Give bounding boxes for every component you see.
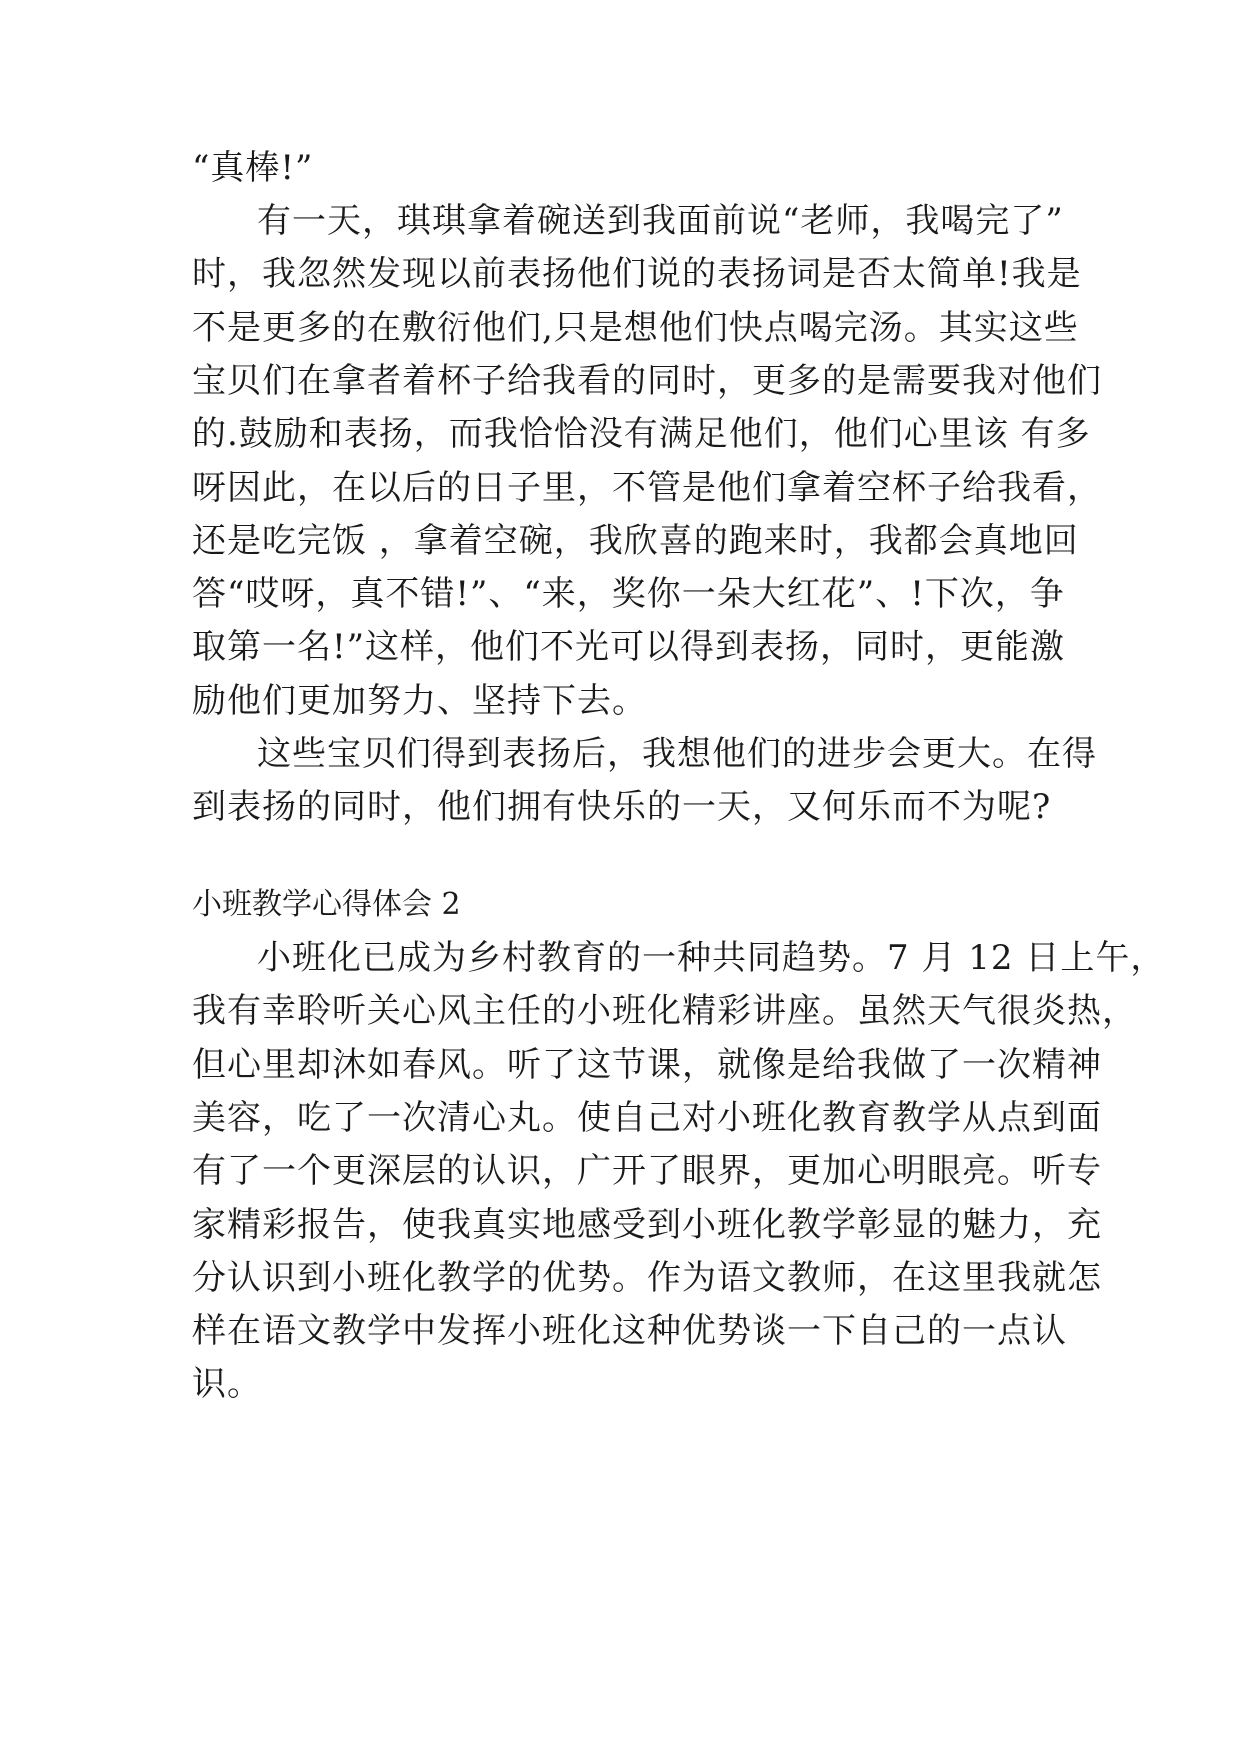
text-line-21: 分认识到小班化教学的优势。作为语文教师，在这里我就怎 [192,1258,1102,1298]
text-line-9: 答“哎呀，真不错!”、“来，奖你一朵大红花”、!下次，争 [192,574,1065,614]
text-line-8: 还是吃完饭 ，拿着空碗，我欣喜的跑来时，我都会真地回 [192,521,1079,561]
text-line-1: “真棒!” [192,148,314,188]
text-line-10: 取第一名!”这样，他们不光可以得到表扬，同时，更能激 [192,627,1066,667]
text-line-7: 呀因此，在以后的日子里，不管是他们拿着空杯子给我看， [192,468,1102,508]
paragraph-start-line: 小班化已成为乡村教育的一种共同趋势。7 月 12 日上午， [257,938,1166,978]
text-line-23: 识。 [192,1364,262,1404]
text-line-16: 我有幸聆听关心风主任的小班化精彩讲座。虽然天气很炎热， [192,991,1137,1031]
text-line-22: 样在语文教学中发挥小班化这种优势谈一下自己的一点认 [192,1311,1067,1351]
section-heading: 小班教学心得体会 2 [192,887,461,922]
text-line-6: 的.鼓励和表扬，而我恰恰没有满足他们，他们心里该 有多 [192,414,1091,454]
paragraph-start-line: 这些宝贝们得到表扬后，我想他们的进步会更大。在得 [257,734,1097,774]
text-line-4: 不是更多的在敷衍他们,只是想他们快点喝完汤。其实这些 [192,308,1079,348]
text-line-18: 美容，吃了一次清心丸。使自己对小班化教育教学从点到面 [192,1098,1102,1138]
text-line-13: 到表扬的同时，他们拥有快乐的一天，又何乐而不为呢? [192,787,1052,827]
text-line-20: 家精彩报告，使我真实地感受到小班化教学彰显的魅力，充 [192,1205,1102,1245]
text-line-3: 时，我忽然发现以前表扬他们说的表扬词是否太简单!我是 [192,254,1082,294]
text-line-17: 但心里却沐如春风。听了这节课，就像是给我做了一次精神 [192,1045,1102,1085]
text-line-5: 宝贝们在拿者着杯子给我看的同时，更多的是需要我对他们 [192,361,1102,401]
text-line-11: 励他们更加努力、坚持下去。 [192,681,647,721]
text-line-19: 有了一个更深层的认识，广开了眼界，更加心明眼亮。听专 [192,1151,1102,1191]
paragraph-start-line: 有一天，琪琪拿着碗送到我面前说“老师，我喝完了” [257,201,1064,241]
